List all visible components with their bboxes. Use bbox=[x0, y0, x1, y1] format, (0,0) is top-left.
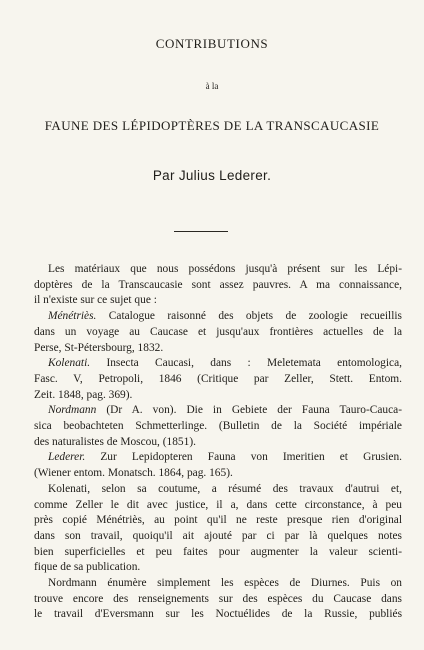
author-name-nordmann: Nordmann bbox=[48, 404, 97, 417]
text-line: bien superficielles et peu faites pour augmenter la valeur scienti- bbox=[34, 545, 402, 558]
title-line-a-la: à la bbox=[205, 81, 219, 91]
text-line: le travail d'Eversmann sur les Noctuélides de la Russie, publiés bbox=[34, 608, 402, 621]
text-line: trouve encore des renseignements sur des espèces du Caucase dans bbox=[34, 592, 402, 605]
text-line: comme Zeller le dit avec justice, il a, dans cette circonstance, à peu bbox=[34, 498, 402, 511]
text-line: Nordmann énumère simplement les espèces de Diurnes. Puis on bbox=[48, 577, 402, 590]
title-line-faune: FAUNE DES LÉPIDOPTÈRES DE LA TRANSCAUCASIE bbox=[44, 118, 380, 133]
text-line: des naturalistes de Moscou, (1851). bbox=[34, 435, 196, 448]
author-name-kolenati: Kolenati. bbox=[48, 357, 91, 370]
text-line: près copié Ménétriès, au point qu'il ne reste presque rien d'original bbox=[34, 514, 402, 527]
paragraph-kolenati bbox=[34, 356, 402, 403]
text-fragment: Zur Lepidopteren Fauna von Imeritien et Grusien. bbox=[85, 451, 402, 464]
text-line: Fasc. V, Petropoli, 1846 (Critique par Zeller, Stett. Entom. bbox=[34, 372, 402, 385]
paragraph-intro bbox=[34, 262, 402, 309]
text-line: dans un voyage au Caucase et jusqu'aux frontières actuelles de la bbox=[34, 325, 402, 338]
text-line: (Wiener entom. Monatsch. 1864, pag. 165). bbox=[34, 467, 233, 480]
text-line: Kolenati, selon sa coutume, a résumé des travaux d'autrui et, bbox=[48, 482, 402, 495]
title-line-contributions: CONTRIBUTIONS bbox=[155, 36, 269, 51]
text-line: Les matériaux que nous possédons jusqu'à présent sur les Lépi- bbox=[48, 263, 402, 275]
paragraph-nordmann-diurnes bbox=[34, 576, 402, 623]
text-fragment: Catalogue raisonné des objets de zoologie recueillis bbox=[96, 310, 402, 323]
author-name-lederer: Lederer. bbox=[48, 451, 86, 464]
text-line: dans son travail, quoiqu'il ait ajouté par ci par là quelques notes bbox=[34, 529, 402, 542]
author-name-menetries: Ménétriès. bbox=[48, 310, 97, 323]
text-line bbox=[34, 309, 402, 325]
text-line: Zeit. 1848, pag. 369). bbox=[34, 388, 133, 401]
author-line: Par Julius Lederer. bbox=[152, 168, 272, 183]
text-line: il n'existe sur ce sujet que : bbox=[34, 294, 157, 307]
paragraph-menetries bbox=[34, 309, 402, 356]
text-fragment: (Dr A. von). Die in Gebiete der Fauna Tauro-Cauca- bbox=[96, 404, 402, 417]
paragraph-kolenati-critique bbox=[34, 482, 402, 576]
text-line bbox=[34, 450, 402, 466]
paragraph-nordmann bbox=[34, 403, 402, 450]
text-line bbox=[34, 403, 402, 419]
text-line: fique de sa publication. bbox=[34, 561, 141, 574]
text-line: doptères de la Transcaucasie sont assez pauvres. A ma connaissance, bbox=[34, 278, 402, 291]
text-line bbox=[34, 356, 402, 372]
text-fragment: Insecta Caucasi, dans : Meletemata entomologica, bbox=[90, 357, 402, 370]
text-line: sica beobachteten Schmetterlinge. (Bulletin de la Société impériale bbox=[34, 420, 402, 433]
paragraph-lederer bbox=[34, 450, 402, 481]
text-line: Perse, St-Pétersbourg, 1832. bbox=[34, 341, 164, 354]
body-text bbox=[34, 262, 402, 623]
section-divider bbox=[174, 231, 228, 232]
